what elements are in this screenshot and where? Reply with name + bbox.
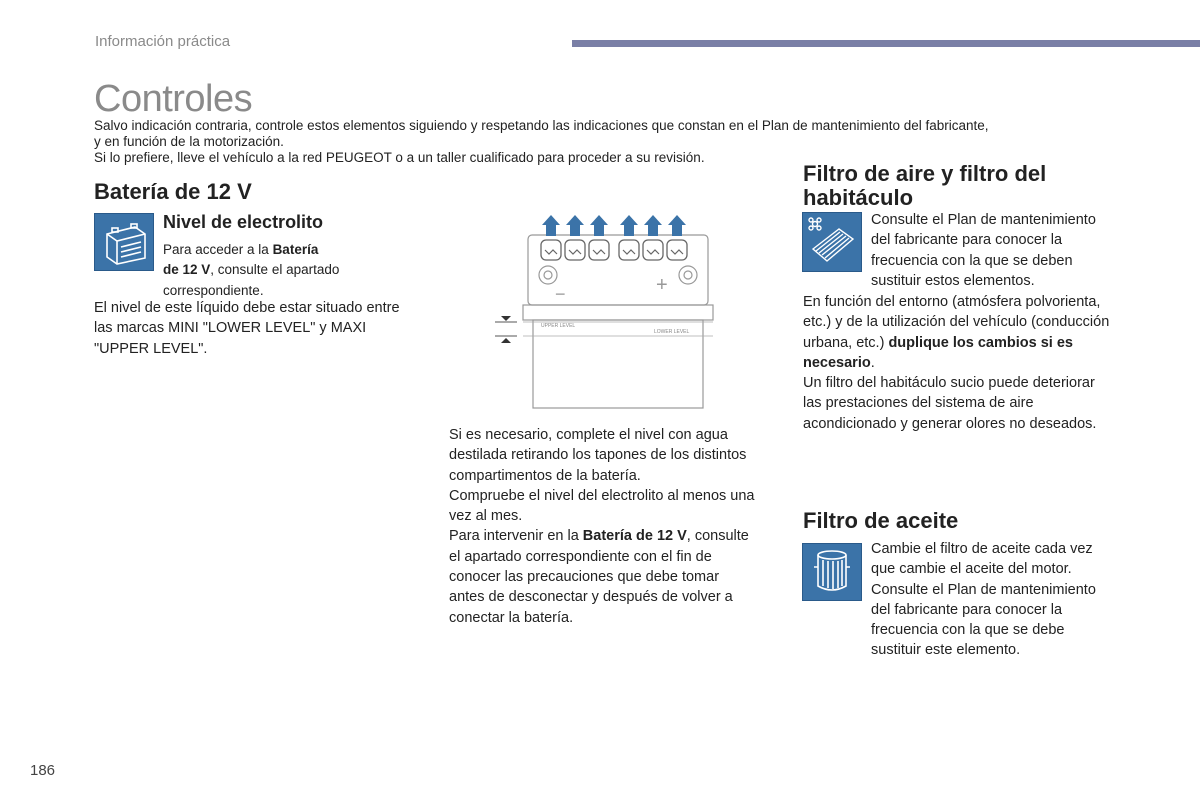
battery-diagram — [493, 210, 718, 410]
refill-line: destilada retirando los tapones de los distintos — [449, 447, 747, 464]
refill-line: vez al mes. — [449, 508, 523, 525]
air-filter-pre: urbana, etc.) — [803, 334, 889, 351]
air-filter-line: las prestaciones del sistema de aire — [803, 395, 1034, 412]
air-filter-line: Consulte el Plan de mantenimiento — [871, 212, 1096, 228]
intervene-bold: Batería de 12 V — [582, 528, 687, 545]
intervene-pre: Para intervenir en la — [449, 528, 583, 545]
level-line: "UPPER LEVEL". — [94, 340, 208, 357]
access-bold-1: Batería — [272, 242, 319, 257]
refill-text — [449, 425, 789, 628]
oil-filter-heading: Filtro de aceite — [803, 508, 959, 533]
oil-filter-line: que cambie el aceite del motor. — [871, 561, 1072, 578]
intro-text — [94, 118, 1144, 166]
header-accent-bar — [572, 40, 1200, 47]
oil-filter-line: del fabricante para conocer la — [871, 601, 1063, 618]
intro-line-3: Si lo prefiere, lleve el vehículo a la red PEUGEOT o a un taller cualificado para proceder a su revisión. — [94, 150, 705, 165]
air-filter-text — [803, 292, 1143, 434]
intervene-line: el apartado correspondiente con el fin de — [449, 548, 712, 565]
intervene-line: conocer las precauciones que debe tomar — [449, 569, 720, 586]
air-filter-heading-line-2: habitáculo — [803, 185, 914, 210]
refill-line: Compruebe el nivel del electrolito al menos una — [449, 487, 755, 504]
oil-filter-line: Consulte el Plan de mantenimiento — [871, 581, 1096, 598]
oil-filter-text — [871, 539, 1191, 661]
air-filter-line: etc.) y de la utilización del vehículo (conducción — [803, 314, 1110, 331]
air-filter-icon — [802, 212, 862, 272]
electrolyte-subheading: Nivel de electrolito — [163, 212, 324, 232]
intro-line-2: y en función de la motorización. — [94, 134, 284, 149]
air-filter-bold-b: necesario — [803, 354, 871, 371]
intervene-post: , consulte — [686, 528, 749, 545]
air-filter-line: del fabricante para conocer la — [871, 232, 1063, 249]
air-filter-line: En función del entorno (atmósfera polvorienta, — [803, 294, 1101, 310]
air-filter-heading — [803, 162, 1046, 210]
refill-line: Si es necesario, complete el nivel con agua — [449, 427, 728, 443]
oil-filter-icon — [802, 543, 862, 601]
intervene-line: conectar la batería. — [449, 609, 574, 626]
oil-filter-line: frecuencia con la que se debe — [871, 622, 1065, 639]
battery-icon — [94, 213, 154, 271]
level-text — [94, 298, 434, 359]
air-filter-line: sustituir estos elementos. — [871, 272, 1035, 289]
access-post: , consulte el apartado — [210, 262, 340, 278]
refill-line: compartimentos de la batería. — [449, 467, 641, 484]
access-pre: Para acceder a la — [163, 242, 273, 257]
access-bold-2: de 12 V — [163, 262, 211, 278]
oil-filter-line: sustituir este elemento. — [871, 642, 1021, 659]
page-title: Controles — [94, 78, 253, 120]
level-line: las marcas MINI "LOWER LEVEL" y MAXI — [94, 320, 367, 337]
battery-heading: Batería de 12 V — [94, 179, 252, 204]
intro-line-1: Salvo indicación contraria, controle estos elementos siguiendo y respetando las indicaciones que constan en el Plan de mantenimiento del fabricante, — [94, 118, 989, 133]
air-filter-line: Un filtro del habitáculo sucio puede deteriorar — [803, 375, 1095, 392]
air-filter-line: acondicionado y generar olores no deseados. — [803, 415, 1097, 432]
level-line: El nivel de este líquido debe estar situado entre — [94, 300, 400, 316]
battery-access-text — [163, 240, 423, 301]
air-filter-icon-text — [871, 210, 1191, 291]
intervene-line: antes de desconectar y después de volver a — [449, 589, 733, 606]
air-filter-heading-line-1: Filtro de aire y filtro del — [803, 161, 1047, 186]
section-label: Información práctica — [95, 33, 231, 50]
access-post-2: correspondiente. — [163, 282, 264, 298]
air-filter-line: frecuencia con la que se deben — [871, 252, 1073, 269]
plus-sign: + — [656, 274, 668, 296]
minus-sign: − — [555, 284, 566, 304]
air-filter-end: . — [870, 354, 875, 371]
lower-level-label: LOWER LEVEL — [654, 329, 690, 335]
oil-filter-line: Cambie el filtro de aceite cada vez — [871, 541, 1093, 557]
page-number: 186 — [30, 762, 56, 779]
air-filter-bold-a: duplique los cambios si es — [888, 334, 1073, 351]
upper-level-label: UPPER LEVEL — [541, 323, 576, 329]
